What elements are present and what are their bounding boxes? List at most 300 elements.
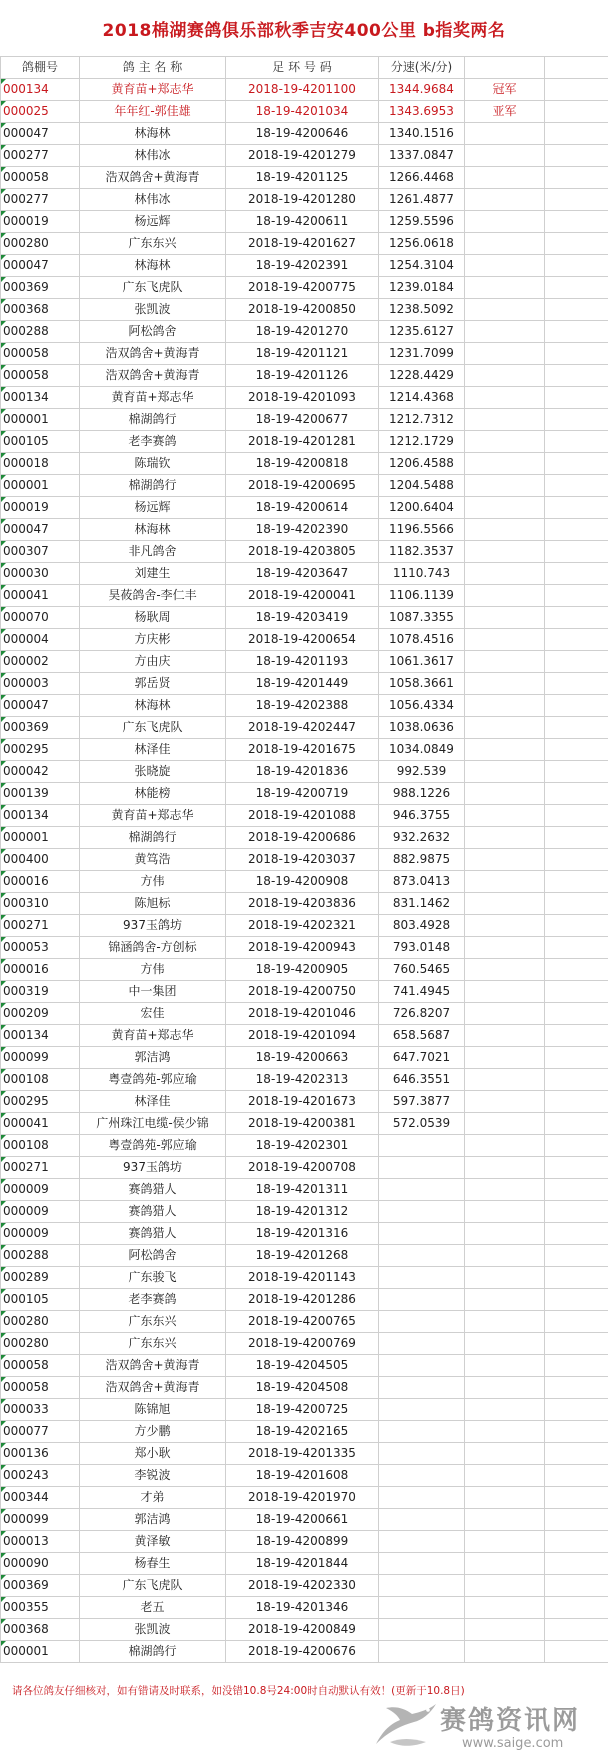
table-row <box>1 1267 608 1289</box>
empty-cell <box>545 321 608 343</box>
award-cell <box>465 189 545 211</box>
speed-cell <box>379 1531 465 1553</box>
speed-cell <box>379 1135 465 1157</box>
loft-cell: 000001 <box>1 409 80 431</box>
speed-cell: 1182.3537 <box>379 541 465 563</box>
owner-name-cell: 广州珠江电缆-侯少锦 <box>80 1113 226 1135</box>
ring-number-cell: 18-19-4201121 <box>226 343 379 365</box>
speed-cell: 1340.1516 <box>379 123 465 145</box>
owner-name-cell: 棉湖鸽行 <box>80 827 226 849</box>
award-cell <box>465 1245 545 1267</box>
loft-cell: 000047 <box>1 123 80 145</box>
award-cell <box>465 123 545 145</box>
table-row <box>1 871 608 893</box>
ring-number-cell: 18-19-4201268 <box>226 1245 379 1267</box>
owner-name-cell: 林海林 <box>80 255 226 277</box>
speed-cell <box>379 1553 465 1575</box>
owner-name-cell: 937玉鸽坊 <box>80 915 226 937</box>
table-header-row <box>1 57 608 79</box>
empty-cell <box>545 211 608 233</box>
award-cell <box>465 1025 545 1047</box>
owner-name-cell: 黄育苗+郑志华 <box>80 805 226 827</box>
empty-cell <box>545 1509 608 1531</box>
speed-cell: 1256.0618 <box>379 233 465 255</box>
table-row <box>1 1641 608 1663</box>
speed-cell: 1337.0847 <box>379 145 465 167</box>
ring-number-cell: 18-19-4200725 <box>226 1399 379 1421</box>
empty-cell <box>545 805 608 827</box>
speed-cell <box>379 1465 465 1487</box>
speed-cell <box>379 1399 465 1421</box>
ring-number-cell: 18-19-4201125 <box>226 167 379 189</box>
ring-number-cell: 2018-19-4200850 <box>226 299 379 321</box>
ring-number-cell: 18-19-4200661 <box>226 1509 379 1531</box>
ring-number-cell: 2018-19-4200695 <box>226 475 379 497</box>
col-header-ring: 足 环 号 码 <box>226 57 379 79</box>
ring-number-cell: 2018-19-4203805 <box>226 541 379 563</box>
owner-name-cell: 中一集团 <box>80 981 226 1003</box>
empty-cell <box>545 431 608 453</box>
award-cell <box>465 607 545 629</box>
ring-number-cell: 18-19-4200614 <box>226 497 379 519</box>
empty-cell <box>545 563 608 585</box>
empty-cell <box>545 453 608 475</box>
owner-name-cell: 郑小耿 <box>80 1443 226 1465</box>
ring-number-cell: 18-19-4202390 <box>226 519 379 541</box>
award-cell <box>465 1421 545 1443</box>
ring-number-cell: 2018-19-4201335 <box>226 1443 379 1465</box>
empty-cell <box>545 1069 608 1091</box>
award-cell <box>465 673 545 695</box>
award-cell <box>465 1619 545 1641</box>
empty-cell <box>545 1377 608 1399</box>
loft-cell: 000018 <box>1 453 80 475</box>
speed-cell: 873.0413 <box>379 871 465 893</box>
table-row <box>1 1047 608 1069</box>
speed-cell: 1056.4334 <box>379 695 465 717</box>
table-row <box>1 189 608 211</box>
table-row <box>1 673 608 695</box>
speed-cell: 1110.743 <box>379 563 465 585</box>
speed-cell: 647.7021 <box>379 1047 465 1069</box>
award-cell <box>465 541 545 563</box>
award-cell: 冠军 <box>465 79 545 101</box>
ring-number-cell: 2018-19-4201093 <box>226 387 379 409</box>
ring-number-cell: 18-19-4201270 <box>226 321 379 343</box>
ring-number-cell: 18-19-4201346 <box>226 1597 379 1619</box>
ring-number-cell: 2018-19-4200654 <box>226 629 379 651</box>
owner-name-cell: 广东骏飞 <box>80 1267 226 1289</box>
table-row <box>1 343 608 365</box>
empty-cell <box>545 1289 608 1311</box>
table-row <box>1 717 608 739</box>
table-row <box>1 475 608 497</box>
ring-number-cell: 2018-19-4201673 <box>226 1091 379 1113</box>
ring-number-cell: 2018-19-4200765 <box>226 1311 379 1333</box>
loft-cell: 000280 <box>1 1311 80 1333</box>
award-cell <box>465 1487 545 1509</box>
table-row <box>1 277 608 299</box>
loft-cell: 000139 <box>1 783 80 805</box>
empty-cell <box>545 1091 608 1113</box>
empty-cell <box>545 1465 608 1487</box>
award-cell <box>465 1377 545 1399</box>
table-row <box>1 585 608 607</box>
empty-cell <box>545 673 608 695</box>
owner-name-cell: 广东东兴 <box>80 1311 226 1333</box>
award-cell <box>465 1135 545 1157</box>
speed-cell: 1344.9684 <box>379 79 465 101</box>
speed-cell: 1087.3355 <box>379 607 465 629</box>
owner-name-cell: 黄育苗+郑志华 <box>80 79 226 101</box>
speed-cell: 882.9875 <box>379 849 465 871</box>
ring-number-cell: 2018-19-4200686 <box>226 827 379 849</box>
table-row <box>1 1509 608 1531</box>
award-cell <box>465 761 545 783</box>
table-row <box>1 211 608 233</box>
owner-name-cell: 方庆彬 <box>80 629 226 651</box>
ring-number-cell: 18-19-4202313 <box>226 1069 379 1091</box>
owner-name-cell: 浩双鸽舍+黄海青 <box>80 365 226 387</box>
speed-cell <box>379 1421 465 1443</box>
owner-name-cell: 林海林 <box>80 519 226 541</box>
table-row <box>1 761 608 783</box>
ring-number-cell: 18-19-4200818 <box>226 453 379 475</box>
empty-cell <box>545 1113 608 1135</box>
table-row <box>1 695 608 717</box>
table-row <box>1 607 608 629</box>
empty-cell <box>545 255 608 277</box>
ring-number-cell: 2018-19-4200708 <box>226 1157 379 1179</box>
award-cell <box>465 1069 545 1091</box>
speed-cell: 1078.4516 <box>379 629 465 651</box>
speed-cell: 1058.3661 <box>379 673 465 695</box>
table-row <box>1 1421 608 1443</box>
pigeon-logo-icon <box>370 1692 440 1752</box>
empty-cell <box>545 233 608 255</box>
loft-cell: 000344 <box>1 1487 80 1509</box>
award-cell <box>465 365 545 387</box>
empty-cell <box>545 937 608 959</box>
speed-cell: 1261.4877 <box>379 189 465 211</box>
ring-number-cell: 18-19-4200719 <box>226 783 379 805</box>
empty-cell <box>545 981 608 1003</box>
award-cell <box>465 981 545 1003</box>
table-row <box>1 1069 608 1091</box>
ring-number-cell: 2018-19-4202321 <box>226 915 379 937</box>
award-cell <box>465 1201 545 1223</box>
ring-number-cell: 2018-19-4200849 <box>226 1619 379 1641</box>
col-header-speed: 分速(米/分) <box>379 57 465 79</box>
table-row <box>1 1399 608 1421</box>
owner-name-cell: 老五 <box>80 1597 226 1619</box>
award-cell <box>465 915 545 937</box>
loft-cell: 000271 <box>1 915 80 937</box>
empty-cell <box>545 1399 608 1421</box>
table-row <box>1 1465 608 1487</box>
loft-cell: 000105 <box>1 431 80 453</box>
empty-cell <box>545 189 608 211</box>
loft-cell: 000033 <box>1 1399 80 1421</box>
table-row <box>1 651 608 673</box>
empty-cell <box>545 1179 608 1201</box>
loft-cell: 000002 <box>1 651 80 673</box>
empty-cell <box>545 1047 608 1069</box>
table-row <box>1 123 608 145</box>
owner-name-cell: 黄育苗+郑志华 <box>80 387 226 409</box>
speed-cell: 946.3755 <box>379 805 465 827</box>
ring-number-cell: 18-19-4202165 <box>226 1421 379 1443</box>
owner-name-cell: 棉湖鸽行 <box>80 1641 226 1663</box>
loft-cell: 000369 <box>1 1575 80 1597</box>
ring-number-cell: 2018-19-4203037 <box>226 849 379 871</box>
empty-cell <box>545 959 608 981</box>
award-cell <box>465 1641 545 1663</box>
speed-cell: 932.2632 <box>379 827 465 849</box>
table-row <box>1 145 608 167</box>
owner-name-cell: 方伟 <box>80 959 226 981</box>
owner-name-cell: 陈瑞钦 <box>80 453 226 475</box>
table-row <box>1 431 608 453</box>
empty-cell <box>545 365 608 387</box>
table-row <box>1 519 608 541</box>
award-cell <box>465 1575 545 1597</box>
speed-cell: 1266.4468 <box>379 167 465 189</box>
owner-name-cell: 浩双鸽舍+黄海青 <box>80 1377 226 1399</box>
owner-name-cell: 广东飞虎队 <box>80 277 226 299</box>
speed-cell <box>379 1223 465 1245</box>
ring-number-cell: 18-19-4201836 <box>226 761 379 783</box>
ring-number-cell: 2018-19-4201046 <box>226 1003 379 1025</box>
owner-name-cell: 才弟 <box>80 1487 226 1509</box>
empty-cell <box>545 497 608 519</box>
ring-number-cell: 2018-19-4201094 <box>226 1025 379 1047</box>
owner-name-cell: 粤壹鸽苑-郭应瑜 <box>80 1135 226 1157</box>
table-row <box>1 299 608 321</box>
speed-cell: 1106.1139 <box>379 585 465 607</box>
empty-cell <box>545 475 608 497</box>
owner-name-cell: 郭岳贤 <box>80 673 226 695</box>
empty-cell <box>545 343 608 365</box>
table-row <box>1 409 608 431</box>
ring-number-cell: 18-19-4201311 <box>226 1179 379 1201</box>
ring-number-cell: 2018-19-4202447 <box>226 717 379 739</box>
ring-number-cell: 2018-19-4202330 <box>226 1575 379 1597</box>
owner-name-cell: 杨耿周 <box>80 607 226 629</box>
ring-number-cell: 18-19-4202391 <box>226 255 379 277</box>
award-cell <box>465 1267 545 1289</box>
speed-cell: 1212.7312 <box>379 409 465 431</box>
empty-cell <box>545 827 608 849</box>
award-cell <box>465 1003 545 1025</box>
owner-name-cell: 林海林 <box>80 695 226 717</box>
speed-cell <box>379 1267 465 1289</box>
ring-number-cell: 18-19-4201312 <box>226 1201 379 1223</box>
loft-cell: 000368 <box>1 1619 80 1641</box>
owner-name-cell: 浩双鸽舍+黄海青 <box>80 167 226 189</box>
loft-cell: 000134 <box>1 387 80 409</box>
speed-cell: 726.8207 <box>379 1003 465 1025</box>
table-row <box>1 541 608 563</box>
loft-cell: 000090 <box>1 1553 80 1575</box>
table-row <box>1 1223 608 1245</box>
speed-cell <box>379 1179 465 1201</box>
page-title: 2018棉湖赛鸽俱乐部秋季吉安400公里 b指奖两名 <box>102 20 506 41</box>
loft-cell: 000288 <box>1 321 80 343</box>
owner-name-cell: 黄笃浩 <box>80 849 226 871</box>
award-cell <box>465 1333 545 1355</box>
ring-number-cell: 2018-19-4201143 <box>226 1267 379 1289</box>
ring-number-cell: 2018-19-4201100 <box>226 79 379 101</box>
speed-cell: 1238.5092 <box>379 299 465 321</box>
loft-cell: 000009 <box>1 1201 80 1223</box>
owner-name-cell: 黄泽敏 <box>80 1531 226 1553</box>
owner-name-cell: 方由庆 <box>80 651 226 673</box>
empty-cell <box>545 739 608 761</box>
empty-cell <box>545 761 608 783</box>
empty-cell <box>545 1553 608 1575</box>
watermark-name: 赛鸽资讯网 <box>440 1706 581 1736</box>
award-cell <box>465 497 545 519</box>
award-cell <box>465 695 545 717</box>
table-row <box>1 365 608 387</box>
col-header-extra <box>545 57 608 79</box>
ring-number-cell: 18-19-4203647 <box>226 563 379 585</box>
table-row <box>1 1311 608 1333</box>
ring-number-cell: 18-19-4201193 <box>226 651 379 673</box>
award-cell <box>465 959 545 981</box>
loft-cell: 000209 <box>1 1003 80 1025</box>
loft-cell: 000047 <box>1 519 80 541</box>
table-row <box>1 959 608 981</box>
loft-cell: 000295 <box>1 739 80 761</box>
speed-cell: 646.3551 <box>379 1069 465 1091</box>
table-row <box>1 937 608 959</box>
empty-cell <box>545 1443 608 1465</box>
loft-cell: 000134 <box>1 805 80 827</box>
ring-number-cell: 2018-19-4201281 <box>226 431 379 453</box>
empty-cell <box>545 1135 608 1157</box>
table-row <box>1 1553 608 1575</box>
award-cell <box>465 277 545 299</box>
speed-cell: 1196.5566 <box>379 519 465 541</box>
award-cell <box>465 211 545 233</box>
loft-cell: 000099 <box>1 1047 80 1069</box>
award-cell <box>465 431 545 453</box>
speed-cell <box>379 1157 465 1179</box>
ring-number-cell: 2018-19-4201675 <box>226 739 379 761</box>
award-cell <box>465 299 545 321</box>
loft-cell: 000009 <box>1 1223 80 1245</box>
owner-name-cell: 浩双鸽舍+黄海青 <box>80 343 226 365</box>
award-cell <box>465 893 545 915</box>
ring-number-cell: 18-19-4200899 <box>226 1531 379 1553</box>
loft-cell: 000277 <box>1 189 80 211</box>
table-row <box>1 1245 608 1267</box>
owner-name-cell: 赛鸽猎人 <box>80 1223 226 1245</box>
empty-cell <box>545 1003 608 1025</box>
owner-name-cell: 林伟冰 <box>80 189 226 211</box>
owner-name-cell: 杨远辉 <box>80 497 226 519</box>
award-cell <box>465 145 545 167</box>
speed-cell <box>379 1575 465 1597</box>
speed-cell <box>379 1641 465 1663</box>
speed-cell <box>379 1509 465 1531</box>
results-table <box>0 56 608 1663</box>
speed-cell <box>379 1201 465 1223</box>
ring-number-cell: 2018-19-4200769 <box>226 1333 379 1355</box>
loft-cell: 000369 <box>1 277 80 299</box>
award-cell <box>465 255 545 277</box>
loft-cell: 000243 <box>1 1465 80 1487</box>
award-cell <box>465 1113 545 1135</box>
table-row <box>1 849 608 871</box>
speed-cell: 1231.7099 <box>379 343 465 365</box>
owner-name-cell: 粤壹鸽苑-郭应瑜 <box>80 1069 226 1091</box>
loft-cell: 000004 <box>1 629 80 651</box>
speed-cell: 1214.4368 <box>379 387 465 409</box>
loft-cell: 000400 <box>1 849 80 871</box>
table-row <box>1 387 608 409</box>
table-row <box>1 893 608 915</box>
loft-cell: 000099 <box>1 1509 80 1531</box>
owner-name-cell: 老李赛鸽 <box>80 1289 226 1311</box>
empty-cell <box>545 167 608 189</box>
speed-cell: 1235.6127 <box>379 321 465 343</box>
empty-cell <box>545 695 608 717</box>
loft-cell: 000058 <box>1 343 80 365</box>
ring-number-cell: 18-19-4202388 <box>226 695 379 717</box>
loft-cell: 000369 <box>1 717 80 739</box>
table-row <box>1 167 608 189</box>
empty-cell <box>545 1025 608 1047</box>
loft-cell: 000355 <box>1 1597 80 1619</box>
ring-number-cell: 2018-19-4201280 <box>226 189 379 211</box>
empty-cell <box>545 1641 608 1663</box>
table-row <box>1 255 608 277</box>
speed-cell: 1206.4588 <box>379 453 465 475</box>
award-cell <box>465 1179 545 1201</box>
loft-cell: 000058 <box>1 167 80 189</box>
col-header-award <box>465 57 545 79</box>
table-row <box>1 1443 608 1465</box>
table-row <box>1 1531 608 1553</box>
empty-cell <box>545 1267 608 1289</box>
loft-cell: 000105 <box>1 1289 80 1311</box>
ring-number-cell: 2018-19-4200381 <box>226 1113 379 1135</box>
award-cell <box>465 1157 545 1179</box>
owner-name-cell: 林伟冰 <box>80 145 226 167</box>
ring-number-cell: 18-19-4200677 <box>226 409 379 431</box>
owner-name-cell: 阿松鸽舍 <box>80 321 226 343</box>
table-row <box>1 1575 608 1597</box>
owner-name-cell: 郭洁鸿 <box>80 1047 226 1069</box>
empty-cell <box>545 783 608 805</box>
speed-cell <box>379 1355 465 1377</box>
speed-cell: 793.0148 <box>379 937 465 959</box>
speed-cell: 992.539 <box>379 761 465 783</box>
award-cell <box>465 475 545 497</box>
ring-number-cell: 18-19-4200611 <box>226 211 379 233</box>
empty-cell <box>545 651 608 673</box>
table-row <box>1 233 608 255</box>
award-cell <box>465 585 545 607</box>
owner-name-cell: 林海林 <box>80 123 226 145</box>
watermark-url: www.saige.com <box>462 1736 564 1751</box>
ring-number-cell: 2018-19-4200775 <box>226 277 379 299</box>
ring-number-cell: 2018-19-4200041 <box>226 585 379 607</box>
table-row <box>1 629 608 651</box>
